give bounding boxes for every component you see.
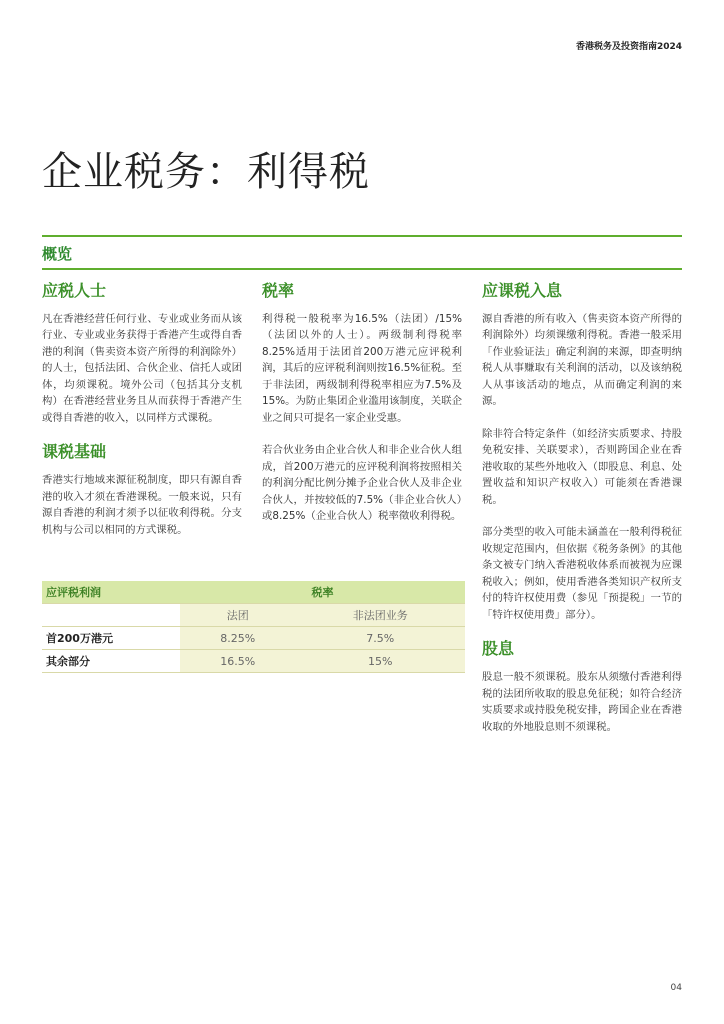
tax-rate-table [42, 581, 465, 673]
table-subheader-noncorporation: 非法团业务 [296, 604, 465, 627]
heading-tax-rates: 税率 [262, 281, 295, 300]
paragraph-deemed-income: 部分类型的收入可能未涵盖在一般利得税征收规定范围内，但依据《税务条例》的其他条文被专门纳入香港税收体系而被视为应课税收入；例如，使用香港各类知识产权所支付的特许权使用费（参见「预提税」一节的「特许权使用费」部分）。 [482, 526, 682, 621]
table-cell-corp-rate: 8.25% [180, 627, 296, 650]
table-subheader-corporation: 法团 [180, 604, 296, 627]
section-rule-bottom [42, 268, 682, 270]
heading-taxable-persons: 应税人士 [42, 281, 107, 300]
table-cell-noncorp-rate: 7.5% [296, 627, 465, 650]
table-row-label: 首200万港元 [42, 627, 180, 650]
column-assessable-income [482, 281, 682, 751]
section-label: 概览 [42, 245, 73, 263]
paragraph-taxable-persons: 凡在香港经营任何行业、专业或业务而从该行业、专业或业务获得于香港产生或得自香港的利润（售卖资本资产所得的利润除外）的人士，包括法团、合伙企业、信托人或团体，均须课税。境外公司（包括其分支机构）在香港经营业务且从而获得于香港产生或得自香港的收入，以同样方式课税。 [42, 312, 242, 424]
table-header-rate: 税率 [180, 581, 465, 604]
table-cell-noncorp-rate: 15% [296, 650, 465, 673]
paragraph-dividends: 股息一般不须课税。股东从须缴付香港利得税的法团所收取的股息免征税；如符合经济实质要求或持股免税安排，跨国企业在香港收取的外地股息则不须课税。 [482, 671, 682, 733]
table-subheader-row [42, 604, 465, 627]
table-row [42, 650, 465, 673]
section-rule-top [42, 235, 682, 237]
table-subheader-empty [42, 604, 180, 627]
column-tax-rates [262, 281, 462, 541]
heading-assessable-income: 应课税入息 [482, 281, 563, 300]
heading-tax-basis: 课税基础 [42, 442, 107, 462]
column-taxable-persons [42, 281, 242, 554]
table-header-row [42, 581, 465, 604]
paragraph-foreign-income: 除非符合特定条件（如经济实质要求、持股免税安排、关联要求），否则跨国企业在香港收取的某些外地收入（即股息、利息、处置收益和知识产权收入）可能须在香港课税。 [482, 427, 682, 506]
document-header-title: 香港税务及投资指南2024 [575, 42, 682, 52]
table-row-label: 其余部分 [42, 650, 180, 673]
table-cell-corp-rate: 16.5% [180, 650, 296, 673]
paragraph-partnership: 若合伙业务由企业合伙人和非企业合伙人组成，首200万港元的应评税利润将按照相关的利润分配比例分摊予企业合伙人及非企业合伙人，并按较低的7.5%（非企业合伙人）或8.25%（企业合伙人）税率徵收利得税。 [262, 444, 462, 523]
paragraph-tax-basis: 香港实行地域来源征税制度，即只有源自香港的收入才须在香港课税。一般来说，只有源自香港的利润才须予以征收利得税。分支机构与公司以相同的方式课税。 [42, 474, 242, 536]
page-title: 企业税务：利得税 [42, 149, 370, 195]
table-header-profits: 应评税利润 [42, 581, 180, 604]
page-number: 04 [670, 983, 682, 993]
table-row [42, 627, 465, 650]
paragraph-income-source: 源自香港的所有收入（售卖资本资产所得的利润除外）均须课缴利得税。香港一般采用「作业验证法」确定利润的来源，即查明纳税人从事赚取有关利润的活动，以及该纳税人从事该活动的地点，从而确定利润的来源。 [482, 312, 682, 408]
paragraph-tax-rates: 利得税一般税率为16.5%（法团）/15%（法团以外的人士）。两级制利得税率8.25%适用于法团首200万港元应评税利润，其后的应评税利润则按16.5%征税。至于非法团，两级制利得税率相应为7.5%及15%。为防止集团企业滥用该制度，关联企业之间只可提名一家企业受惠。 [262, 312, 462, 424]
heading-dividends: 股息 [482, 639, 515, 659]
